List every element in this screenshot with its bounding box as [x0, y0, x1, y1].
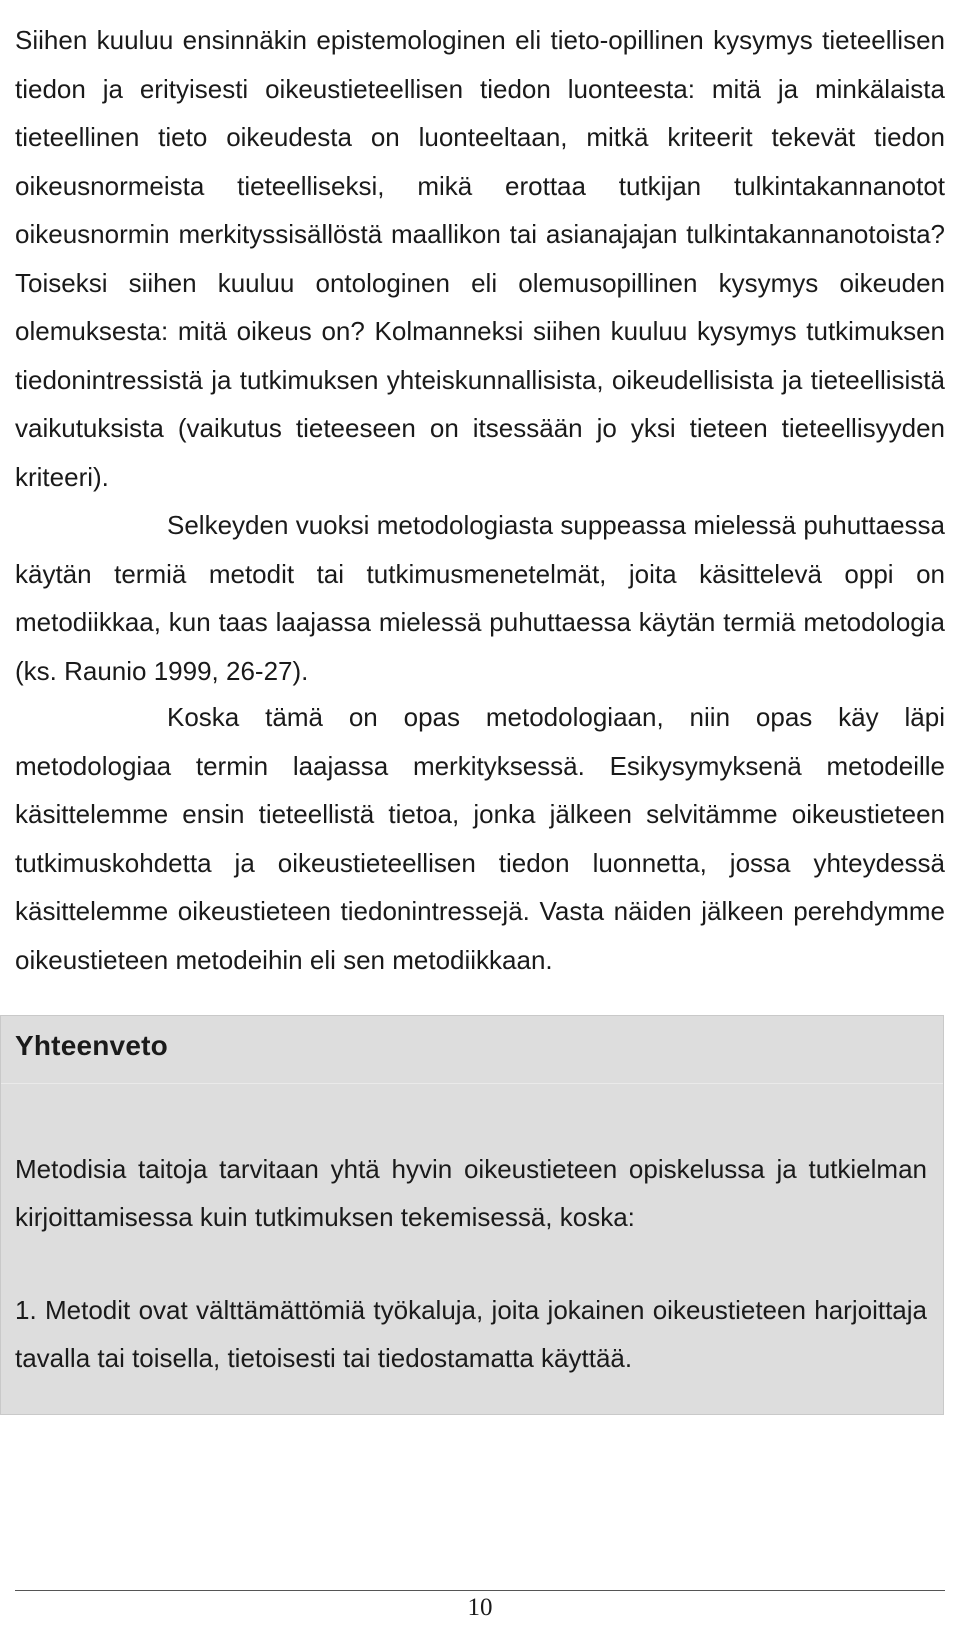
summary-box	[0, 1015, 944, 1415]
footer-rule	[15, 1590, 945, 1591]
paragraph-guide-overview: Koska tämä on opas metodologiaan, niin opas käy läpi metodologiaa termin laajassa merkityksessä. Esikysymyksenä metodeille käsittelemme ensin tieteellistä tietoa, jonka jälkeen selvitämme oikeustieteen tutkimuskohdetta ja oikeustieteellisen tiedon luonnetta, jossa yhteydessä käsittelemme oikeustieteen tiedonintressejä. Vasta näiden jälkeen perehdymme oikeustieteen metodeihin eli sen metodiikkaan.	[15, 702, 945, 975]
page-number: 10	[467, 1594, 493, 1621]
paragraph-terminology: Selkeyden vuoksi metodologiasta suppeassa mielessä puhuttaessa käytän termiä metodit tai tutkimusmenetelmät, joita käsittelevä oppi on metodiikkaa, kun taas laajassa mielessä puhuttaessa käytän termiä metodologia (ks. Raunio 1999, 26-27).	[15, 510, 945, 686]
summary-header	[1, 1016, 943, 1084]
paragraph-methodology-questions: Siihen kuuluu ensinnäkin epistemologinen eli tieto-opillinen kysymys tieteellisen tiedon ja erityisesti oikeustieteellisen tiedon luonteesta: mitä ja minkälaista tieteellinen tieto oikeudesta on luonteeltaan, mitkä kriteerit tekevät tiedon oikeusnormeista tieteelliseksi, mikä erottaa tutkijan tulkintakannanotot oikeusnormin merkityssisällöstä maallikon tai asianajajan tulkintakannanotoista? Toiseksi siihen kuuluu ontologinen eli olemusopillinen kysymys oikeuden olemuksesta: mitä oikeus on? Kolmanneksi siihen kuuluu kysymys tutkimuksen tiedonintressistä ja tutkimuksen yhteiskunnallisista, oikeudellisista ja tieteellisistä vaikutuksista (vaikutus tieteeseen on itsessään jo yksi tieteen tieteellisyyden kriteeri).	[15, 25, 945, 492]
summary-intro: Metodisia taitoja tarvitaan yhtä hyvin oikeustieteen opiskelussa ja tutkielman kirjoittamisessa kuin tutkimuksen tekemisessä, koska:	[15, 1154, 927, 1232]
summary-title: Yhteenveto	[15, 1030, 168, 1061]
summary-point-1: 1. Metodit ovat välttämättömiä työkaluja, joita jokainen oikeustieteen harjoittaja tavalla tai toisella, tietoisesti tai tiedostamatta käyttää.	[15, 1295, 927, 1373]
